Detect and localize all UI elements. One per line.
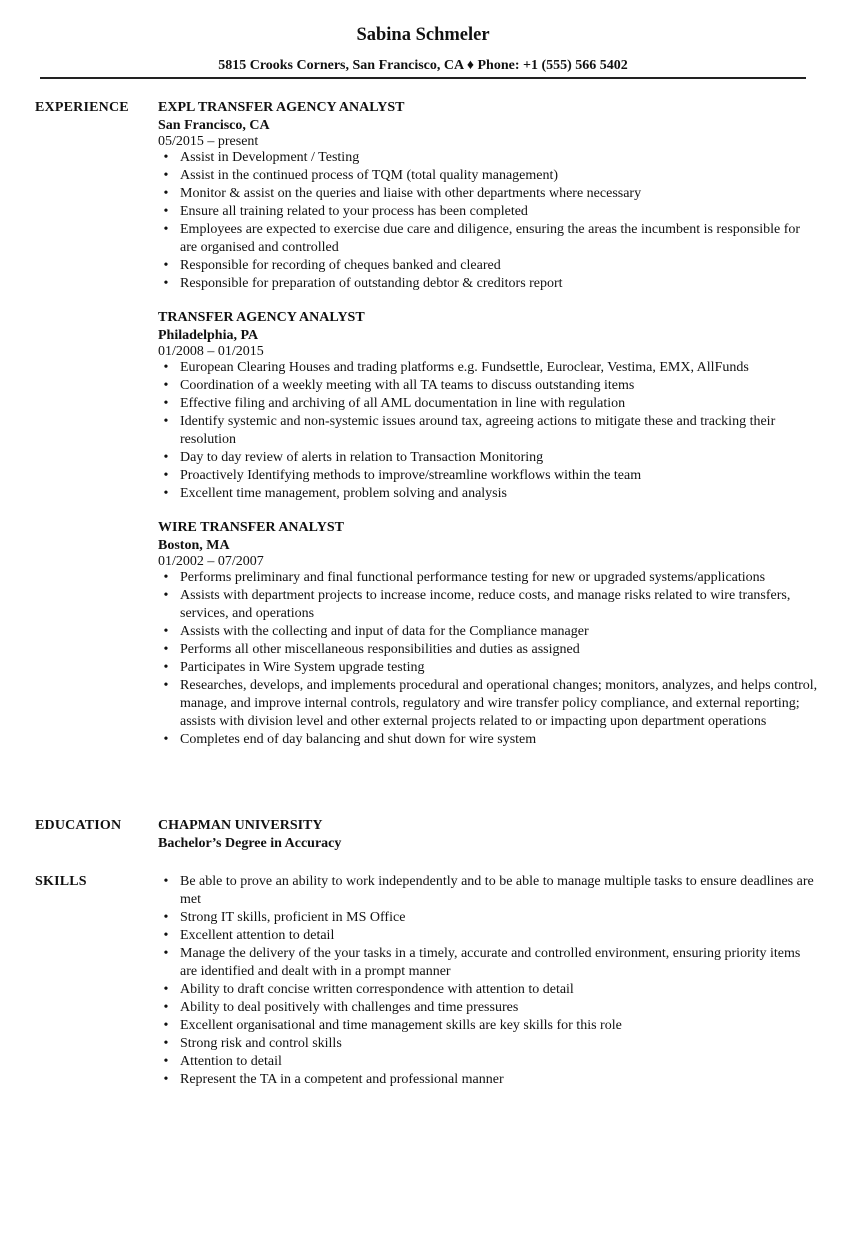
education-body — [158, 817, 820, 853]
bullet-icon: • — [163, 928, 169, 943]
job-bullet — [158, 167, 820, 185]
bullet-icon: • — [163, 222, 169, 237]
job-bullet — [158, 395, 820, 413]
job-bullet-text: Assists with department projects to increase income, reduce costs, and manage risks related to wire transfers, services, and operations — [180, 588, 791, 621]
job-dates: 05/2015 – present — [158, 134, 259, 149]
skill-bullet — [158, 927, 820, 945]
job-entry — [158, 309, 820, 503]
bullet-icon: • — [163, 396, 169, 411]
job-bullet — [158, 221, 820, 257]
skill-bullet — [158, 981, 820, 999]
skill-bullet — [158, 1071, 820, 1089]
experience-section — [35, 99, 820, 765]
job-bullet-text: Completes end of day balancing and shut down for wire system — [180, 732, 537, 747]
job-dates: 01/2008 – 01/2015 — [158, 344, 264, 359]
job-bullet — [158, 377, 820, 395]
job-title: EXPL TRANSFER AGENCY ANALYST — [158, 100, 405, 115]
bullet-icon: • — [163, 910, 169, 925]
job-bullet — [158, 203, 820, 221]
job-bullet — [158, 449, 820, 467]
job-bullet-text: Researches, develops, and implements procedural and operational changes; monitors, analyzes, and helps control, manage, and improve internal controls, regulatory and wire transfer policy compliance, and external reporting; assists with division level and other external projects related to or impacting upon department operations — [180, 678, 818, 729]
job-bullet-text: Employees are expected to exercise due care and diligence, ensuring the areas the incumbent is responsible for are organised and controlled — [180, 222, 801, 255]
skill-bullet-text: Excellent organisational and time management skills are key skills for this role — [180, 1018, 622, 1033]
skill-bullet-text: Ability to deal positively with challenges and time pressures — [180, 1000, 519, 1015]
skill-bullet-text: Excellent attention to detail — [180, 928, 335, 943]
bullet-icon: • — [163, 982, 169, 997]
job-bullet — [158, 587, 820, 623]
job-bullet-text: Participates in Wire System upgrade testing — [180, 660, 425, 675]
school-name: CHAPMAN UNIVERSITY — [158, 818, 323, 833]
bullet-icon: • — [163, 874, 169, 889]
job-bullet-text: Effective filing and archiving of all AML documentation in line with regulation — [180, 396, 626, 411]
job-bullet — [158, 467, 820, 485]
bullet-icon: • — [163, 360, 169, 375]
job-bullet-text: Monitor & assist on the queries and liaise with other departments where necessary — [180, 186, 642, 201]
bullet-icon: • — [163, 276, 169, 291]
bullet-icon: • — [163, 588, 169, 603]
job-bullet — [158, 359, 820, 377]
job-title: WIRE TRANSFER ANALYST — [158, 520, 344, 535]
bullet-icon: • — [163, 1018, 169, 1033]
job-bullet — [158, 185, 820, 203]
bullet-icon: • — [163, 660, 169, 675]
skill-bullet — [158, 1035, 820, 1053]
job-bullet-text: Responsible for recording of cheques banked and cleared — [180, 258, 501, 273]
job-bullet-text: Assist in the continued process of TQM (total quality management) — [180, 168, 559, 183]
bullet-icon: • — [163, 258, 169, 273]
job-bullet-text: Ensure all training related to your process has been completed — [180, 204, 528, 219]
bullet-icon: • — [163, 642, 169, 657]
job-entry — [158, 519, 820, 749]
job-bullet-list — [158, 359, 820, 503]
section-heading-experience: EXPERIENCE — [35, 100, 129, 115]
job-bullet-text: Assists with the collecting and input of data for the Compliance manager — [180, 624, 589, 639]
bullet-icon: • — [163, 168, 169, 183]
contact-line: 5815 Crooks Corners, San Francisco, CA ♦ Phone: +1 (555) 566 5402 — [218, 58, 628, 73]
job-bullet-text: Identify systemic and non-systemic issues around tax, agreeing actions to mitigate these and tracking their resolution — [180, 414, 776, 447]
job-dates: 01/2002 – 07/2007 — [158, 554, 264, 569]
job-bullet — [158, 413, 820, 449]
job-bullet — [158, 641, 820, 659]
job-bullet-text: Performs all other miscellaneous responsibilities and duties as assigned — [180, 642, 580, 657]
bullet-icon: • — [163, 378, 169, 393]
bullet-icon: • — [163, 1036, 169, 1051]
bullet-icon: • — [163, 414, 169, 429]
skill-bullet — [158, 909, 820, 927]
resume-header — [40, 22, 806, 75]
job-bullet — [158, 275, 820, 293]
skill-bullet — [158, 945, 820, 981]
job-bullet-text: Day to day review of alerts in relation to Transaction Monitoring — [180, 450, 544, 465]
bullet-icon: • — [163, 204, 169, 219]
job-bullet-text: European Clearing Houses and trading platforms e.g. Fundsettle, Euroclear, Vestima, EMX, AllFunds — [180, 360, 749, 375]
bullet-icon: • — [163, 624, 169, 639]
bullet-icon: • — [163, 1072, 169, 1087]
skill-bullet-text: Ability to draft concise written correspondence with attention to detail — [180, 982, 574, 997]
bullet-icon: • — [163, 1054, 169, 1069]
education-section — [35, 817, 820, 853]
bullet-icon: • — [163, 486, 169, 501]
bullet-icon: • — [163, 450, 169, 465]
candidate-name: Sabina Schmeler — [356, 25, 490, 45]
job-bullet — [158, 623, 820, 641]
skill-bullet-text: Manage the delivery of the your tasks in a timely, accurate and controlled environment, ensuring priority items are identified and dealt with in a prompt manner — [180, 946, 801, 979]
job-location: Boston, MA — [158, 538, 230, 553]
skill-bullet-text: Be able to prove an ability to work independently and to be able to manage multiple tasks to ensure deadlines are met — [180, 874, 814, 907]
job-bullet-text: Assist in Development / Testing — [180, 150, 360, 165]
bullet-icon: • — [163, 186, 169, 201]
degree: Bachelor’s Degree in Accuracy — [158, 836, 342, 851]
skill-bullet — [158, 873, 820, 909]
skill-bullet-text: Represent the TA in a competent and professional manner — [180, 1072, 504, 1087]
bullet-icon: • — [163, 1000, 169, 1015]
header-divider — [40, 77, 806, 79]
skills-body — [158, 873, 820, 1089]
job-bullet-text: Excellent time management, problem solving and analysis — [180, 486, 507, 501]
section-heading-education: EDUCATION — [35, 818, 122, 833]
job-title: TRANSFER AGENCY ANALYST — [158, 310, 365, 325]
job-entry — [158, 99, 820, 293]
job-bullet — [158, 677, 820, 731]
section-heading-skills: SKILLS — [35, 874, 87, 889]
bullet-icon: • — [163, 150, 169, 165]
skills-section — [35, 873, 820, 1089]
skills-bullet-list — [158, 873, 820, 1089]
job-bullet — [158, 149, 820, 167]
job-bullet-text: Responsible for preparation of outstanding debtor & creditors report — [180, 276, 563, 291]
skill-bullet — [158, 1053, 820, 1071]
job-bullet — [158, 659, 820, 677]
bullet-icon: • — [163, 570, 169, 585]
job-bullet-text: Performs preliminary and final functional performance testing for new or upgraded systems/applications — [180, 570, 766, 585]
job-bullet — [158, 731, 820, 749]
experience-jobs — [158, 99, 820, 749]
job-bullet-text: Coordination of a weekly meeting with all TA teams to discuss outstanding items — [180, 378, 635, 393]
skill-bullet-text: Strong risk and control skills — [180, 1036, 342, 1051]
job-bullet — [158, 485, 820, 503]
bullet-icon: • — [163, 732, 169, 747]
bullet-icon: • — [163, 946, 169, 961]
job-location: San Francisco, CA — [158, 118, 270, 133]
skill-bullet-text: Attention to detail — [180, 1054, 282, 1069]
skill-bullet — [158, 1017, 820, 1035]
bullet-icon: • — [163, 678, 169, 693]
bullet-icon: • — [163, 468, 169, 483]
skill-bullet — [158, 999, 820, 1017]
job-bullet-text: Proactively Identifying methods to improve/streamline workflows within the team — [180, 468, 642, 483]
skill-bullet-text: Strong IT skills, proficient in MS Office — [180, 910, 406, 925]
job-bullet — [158, 257, 820, 275]
job-bullet — [158, 569, 820, 587]
job-bullet-list — [158, 149, 820, 293]
job-location: Philadelphia, PA — [158, 328, 259, 343]
job-bullet-list — [158, 569, 820, 749]
